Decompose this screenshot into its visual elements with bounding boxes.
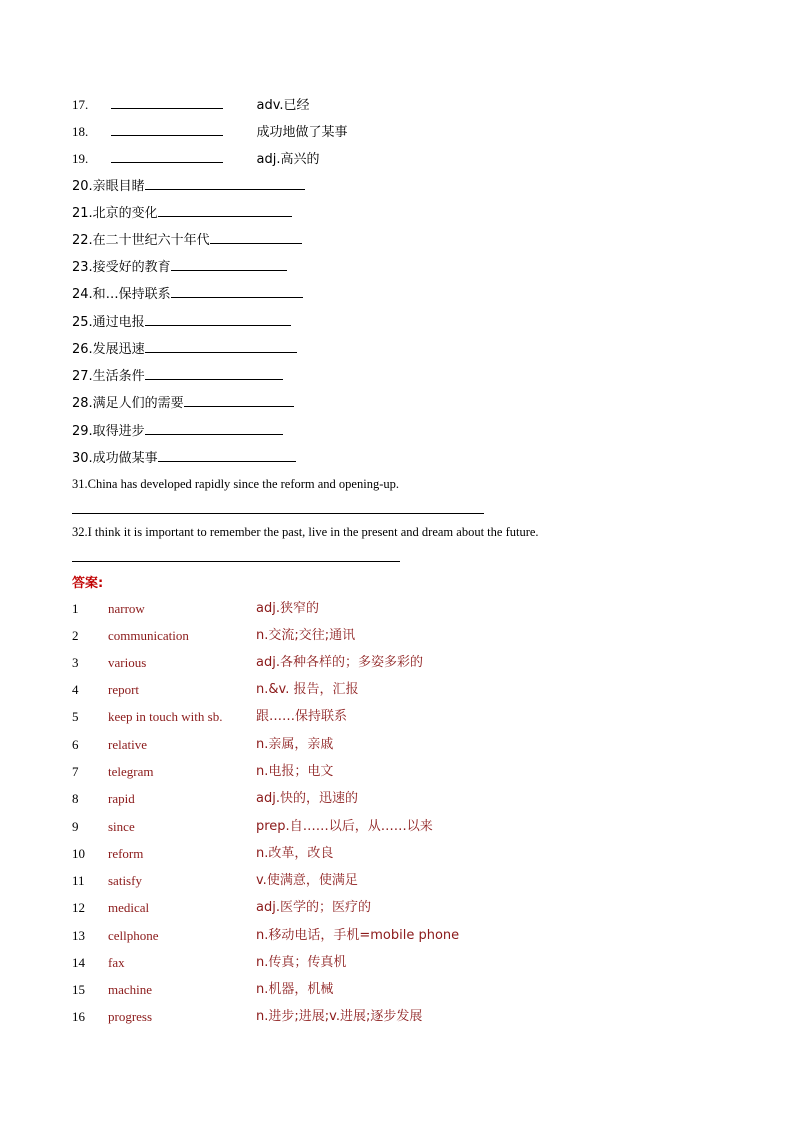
answer-meaning: 跟……保持联系 bbox=[256, 709, 348, 724]
answer-number: 13 bbox=[72, 928, 85, 943]
exercise-item-23 bbox=[72, 256, 287, 276]
answer-blank[interactable] bbox=[145, 420, 283, 435]
item-prompt: 23.接受好的教育 bbox=[72, 260, 171, 275]
sentence-text: 31.China has developed rapidly since the reform and opening-up. bbox=[72, 477, 399, 491]
exercise-item-22 bbox=[72, 229, 302, 249]
answer-meaning: prep.自……以后，从……以来 bbox=[256, 819, 433, 834]
item-prompt: 20.亲眼目睹 bbox=[72, 179, 145, 194]
answer-meaning: v.使满意，使满足 bbox=[256, 873, 358, 888]
answer-blank[interactable] bbox=[210, 229, 302, 244]
answer-word: medical bbox=[108, 900, 150, 915]
answer-word: machine bbox=[108, 982, 153, 997]
answer-word: keep in touch with sb. bbox=[108, 709, 223, 724]
item-prompt: 22.在二十世纪六十年代 bbox=[72, 233, 210, 248]
item-meaning: 成功地做了某事 bbox=[256, 125, 348, 140]
item-prompt: 27.生活条件 bbox=[72, 369, 145, 384]
exercise-item-28 bbox=[72, 392, 294, 412]
answer-blank[interactable] bbox=[145, 338, 297, 353]
answer-meaning: n.改革，改良 bbox=[256, 846, 334, 861]
answer-meaning: adj.各种各样的；多姿多彩的 bbox=[256, 655, 423, 670]
item-number: 19. bbox=[72, 151, 89, 166]
exercise-item-31 bbox=[72, 474, 399, 494]
answer-word: narrow bbox=[108, 601, 145, 616]
answer-number: 9 bbox=[72, 819, 79, 834]
item-prompt: 25.通过电报 bbox=[72, 315, 145, 330]
item-prompt: 30.成功做某事 bbox=[72, 451, 158, 466]
item-number: 17. bbox=[72, 97, 89, 112]
answer-meaning: n.移动电话，手机=mobile phone bbox=[256, 928, 460, 943]
answer-meaning: n.传真；传真机 bbox=[256, 955, 347, 970]
answer-meaning: n.电报；电文 bbox=[256, 764, 334, 779]
answer-number: 8 bbox=[72, 791, 79, 806]
answer-number: 3 bbox=[72, 655, 79, 670]
answer-blank[interactable] bbox=[111, 148, 223, 163]
answer-number: 14 bbox=[72, 955, 85, 970]
item-meaning: adv.已经 bbox=[256, 98, 310, 113]
answer-word: communication bbox=[108, 628, 189, 643]
answer-meaning: n.&v. 报告，汇报 bbox=[256, 682, 359, 697]
exercise-item-21 bbox=[72, 202, 292, 222]
sentence-text: 32.I think it is important to remember the past, live in the present and dream about the future. bbox=[72, 525, 539, 539]
answer-meaning: adj.狭窄的 bbox=[256, 601, 319, 616]
answer-word: fax bbox=[108, 955, 125, 970]
answer-number: 6 bbox=[72, 737, 79, 752]
answers-heading: 答案: bbox=[72, 576, 104, 591]
exercise-item-32 bbox=[72, 522, 539, 542]
item-prompt: 26.发展迅速 bbox=[72, 342, 145, 357]
answer-number: 10 bbox=[72, 846, 85, 861]
answer-word: various bbox=[108, 655, 147, 670]
answer-blank[interactable] bbox=[158, 447, 296, 462]
answer-line[interactable] bbox=[72, 561, 400, 562]
answer-number: 16 bbox=[72, 1009, 85, 1024]
item-prompt: 29.取得进步 bbox=[72, 424, 145, 439]
answer-blank[interactable] bbox=[145, 365, 283, 380]
exercise-item-17 bbox=[72, 94, 310, 114]
answer-blank[interactable] bbox=[111, 121, 223, 136]
answer-meaning: n.交流;交往;通讯 bbox=[256, 628, 356, 643]
answer-number: 15 bbox=[72, 982, 85, 997]
answer-number: 7 bbox=[72, 764, 79, 779]
answer-line[interactable] bbox=[72, 513, 484, 514]
answer-number: 1 bbox=[72, 601, 79, 616]
exercise-item-18 bbox=[72, 121, 348, 141]
item-meaning: adj.高兴的 bbox=[256, 152, 320, 167]
answer-word: relative bbox=[108, 737, 147, 752]
answer-blank[interactable] bbox=[184, 392, 294, 407]
answer-meaning: adj.快的，迅速的 bbox=[256, 791, 358, 806]
answer-blank[interactable] bbox=[158, 202, 292, 217]
answer-blank[interactable] bbox=[171, 256, 287, 271]
answer-word: reform bbox=[108, 846, 144, 861]
answer-meaning: n.进步;进展;v.进展;逐步发展 bbox=[256, 1009, 423, 1024]
answer-word: cellphone bbox=[108, 928, 159, 943]
answer-word: since bbox=[108, 819, 135, 834]
answer-blank[interactable] bbox=[145, 175, 305, 190]
exercise-item-30 bbox=[72, 447, 296, 467]
exercise-item-24 bbox=[72, 283, 303, 303]
answer-blank[interactable] bbox=[145, 311, 291, 326]
exercise-item-20 bbox=[72, 175, 305, 195]
exercise-item-26 bbox=[72, 338, 297, 358]
answer-blank[interactable] bbox=[111, 94, 223, 109]
answer-word: satisfy bbox=[108, 873, 142, 888]
answer-meaning: adj.医学的；医疗的 bbox=[256, 900, 371, 915]
exercise-item-27 bbox=[72, 365, 283, 385]
answer-meaning: n.机器，机械 bbox=[256, 982, 334, 997]
answer-word: progress bbox=[108, 1009, 153, 1024]
item-prompt: 24.和…保持联系 bbox=[72, 287, 171, 302]
item-prompt: 21.北京的变化 bbox=[72, 206, 158, 221]
exercise-item-29 bbox=[72, 420, 283, 440]
answer-word: telegram bbox=[108, 764, 154, 779]
answer-number: 11 bbox=[72, 873, 85, 888]
answer-number: 2 bbox=[72, 628, 79, 643]
exercise-item-25 bbox=[72, 311, 291, 331]
answer-meaning: n.亲属，亲戚 bbox=[256, 737, 334, 752]
item-number: 18. bbox=[72, 124, 89, 139]
answer-number: 4 bbox=[72, 682, 79, 697]
exercise-item-19 bbox=[72, 148, 319, 168]
answer-word: rapid bbox=[108, 791, 135, 806]
item-prompt: 28.满足人们的需要 bbox=[72, 396, 184, 411]
answer-word: report bbox=[108, 682, 140, 697]
answer-blank[interactable] bbox=[171, 283, 303, 298]
answer-number: 5 bbox=[72, 709, 79, 724]
answer-number: 12 bbox=[72, 900, 85, 915]
